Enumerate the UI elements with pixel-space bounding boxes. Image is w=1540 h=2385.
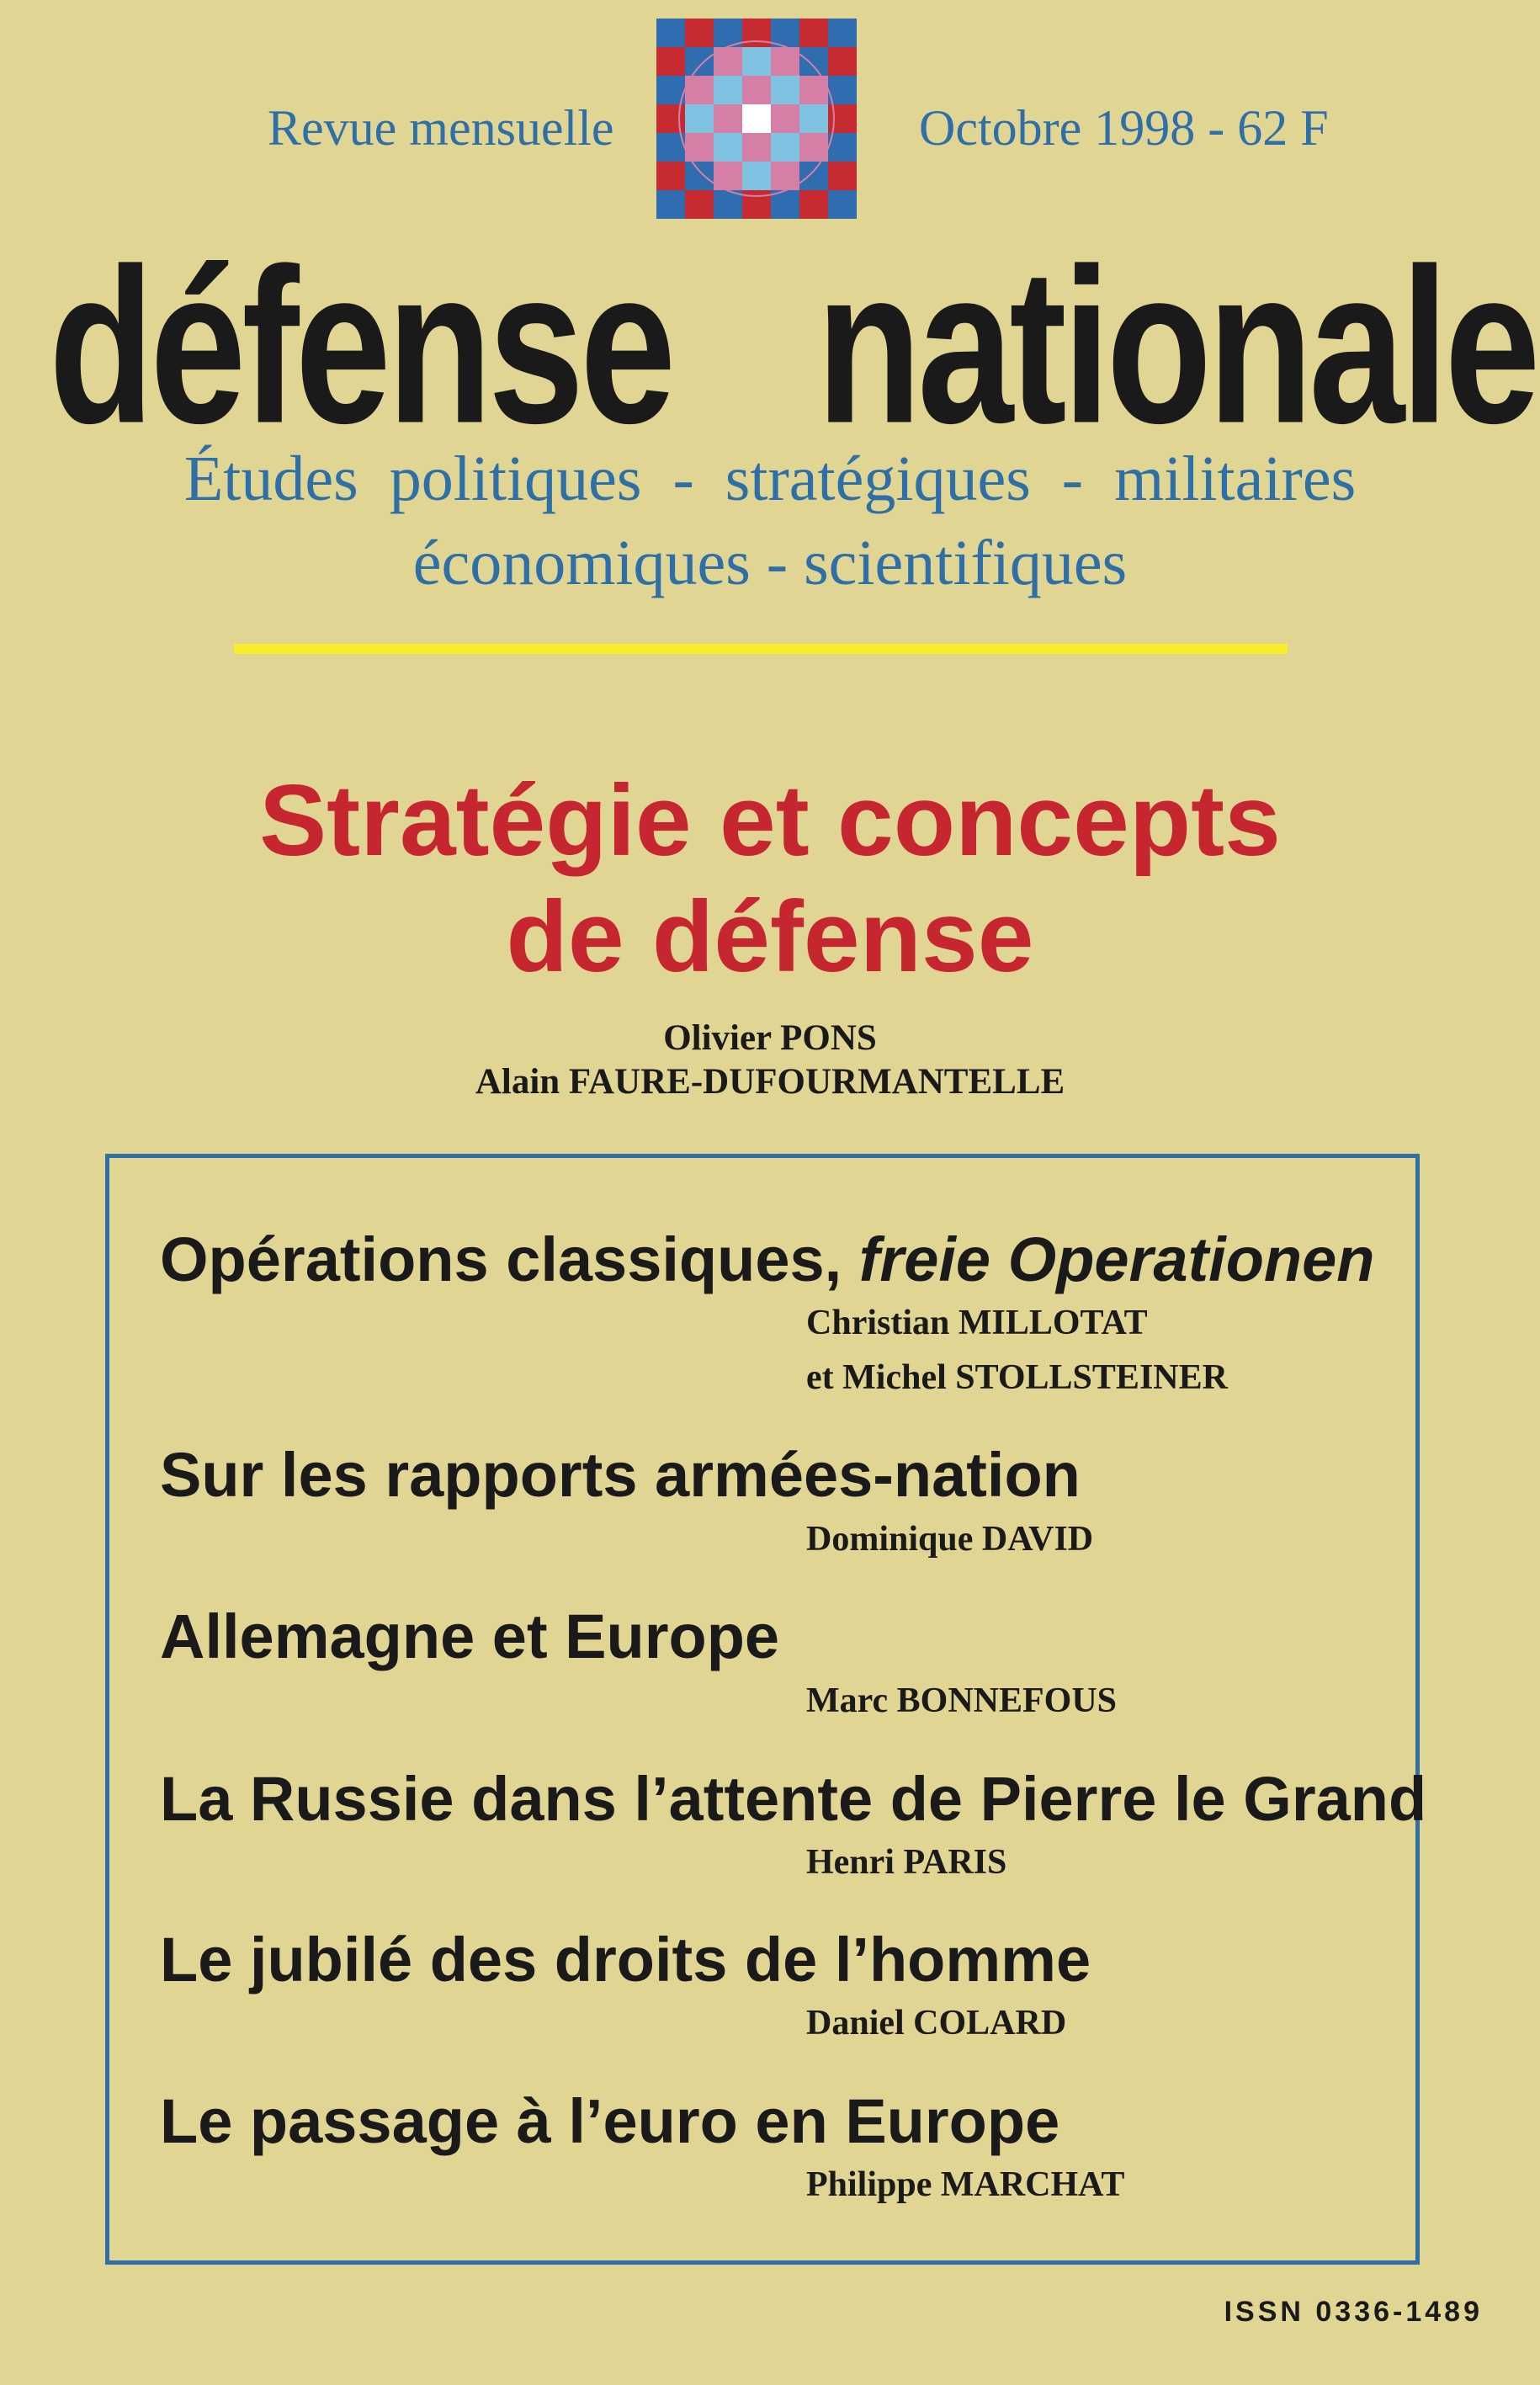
article-title-3: Allemagne et Europe (160, 1602, 780, 1671)
emblem-tile (799, 47, 829, 77)
emblem-tile (656, 47, 686, 77)
emblem-tile (714, 133, 743, 162)
article-author-1b: et Michel STOLLSTEINER (806, 1358, 1228, 1397)
article-author-3: Marc BONNEFOUS (806, 1681, 1118, 1720)
feature-title (0, 762, 1540, 995)
subtitle-line-1: Études politiques - stratégiques - militaires (183, 444, 1357, 514)
emblem-tile (742, 162, 772, 191)
emblem-tile (828, 19, 857, 48)
article-author-2: Dominique DAVID (806, 1520, 1094, 1559)
emblem-tile (742, 190, 772, 219)
emblem-tile (799, 190, 829, 219)
article-title-6: Le passage à l’euro en Europe (160, 2086, 1060, 2156)
emblem-tile (742, 47, 772, 77)
article-title-1-main: Opérations classiques, (160, 1224, 859, 1294)
emblem-tile (742, 133, 772, 162)
feature-title-line-2: de défense (506, 880, 1034, 993)
article-author-1a: Christian MILLOTAT (806, 1304, 1148, 1342)
issn-label: ISSN 0336-1489 (1224, 2296, 1483, 2328)
emblem-tile (685, 162, 714, 191)
emblem-tile (799, 19, 829, 48)
emblem-tile (742, 19, 772, 48)
subtitle-line-2: économiques - scientifiques (412, 528, 1128, 598)
article-title-4: La Russie dans l’attente de Pierre le Grand (160, 1764, 1427, 1834)
masthead-word-nationale: nationale (816, 222, 1537, 470)
emblem-tile (656, 190, 686, 219)
feature-title-line-1: Stratégie et concepts (259, 764, 1281, 877)
emblem-tile (799, 162, 829, 191)
emblem-tile (828, 104, 857, 134)
emblem-tile (799, 104, 829, 134)
emblem-tile (714, 104, 743, 134)
emblem-tile (714, 76, 743, 105)
emblem-tile (771, 133, 800, 162)
emblem-tile (742, 104, 772, 134)
emblem-logo (656, 19, 857, 219)
emblem-tile (685, 19, 714, 48)
article-author-5: Daniel COLARD (806, 2004, 1067, 2042)
yellow-divider (234, 644, 1288, 654)
revue-label: Revue mensuelle (268, 100, 614, 156)
article-title-5: Le jubilé des droits de l’homme (160, 1925, 1091, 1995)
emblem-tile (828, 190, 857, 219)
emblem-tile (771, 76, 800, 105)
emblem-tile (771, 104, 800, 134)
article-title-1 (160, 1224, 1375, 1294)
feature-authors (0, 1017, 1540, 1104)
masthead-word-defense: défense (49, 222, 672, 470)
issue-date-price: Octobre 1998 - 62 F (919, 100, 1329, 156)
emblem-tile (656, 162, 686, 191)
article-author-4: Henri PARIS (806, 1843, 1007, 1882)
feature-author-1: Olivier PONS (663, 1018, 877, 1058)
emblem-tile (656, 19, 686, 48)
article-title-1-italic: freie Operationen (858, 1224, 1375, 1294)
emblem-tile (685, 47, 714, 77)
emblem-tile (742, 76, 772, 105)
emblem-tile (656, 104, 686, 134)
emblem-tile (828, 162, 857, 191)
article-author-6: Philippe MARCHAT (806, 2165, 1125, 2204)
emblem-tile (685, 190, 714, 219)
emblem-tile (685, 104, 714, 134)
feature-author-2: Alain FAURE-DUFOURMANTELLE (475, 1062, 1065, 1102)
emblem-tile (828, 47, 857, 77)
article-title-2: Sur les rapports armées-nation (160, 1440, 1081, 1510)
